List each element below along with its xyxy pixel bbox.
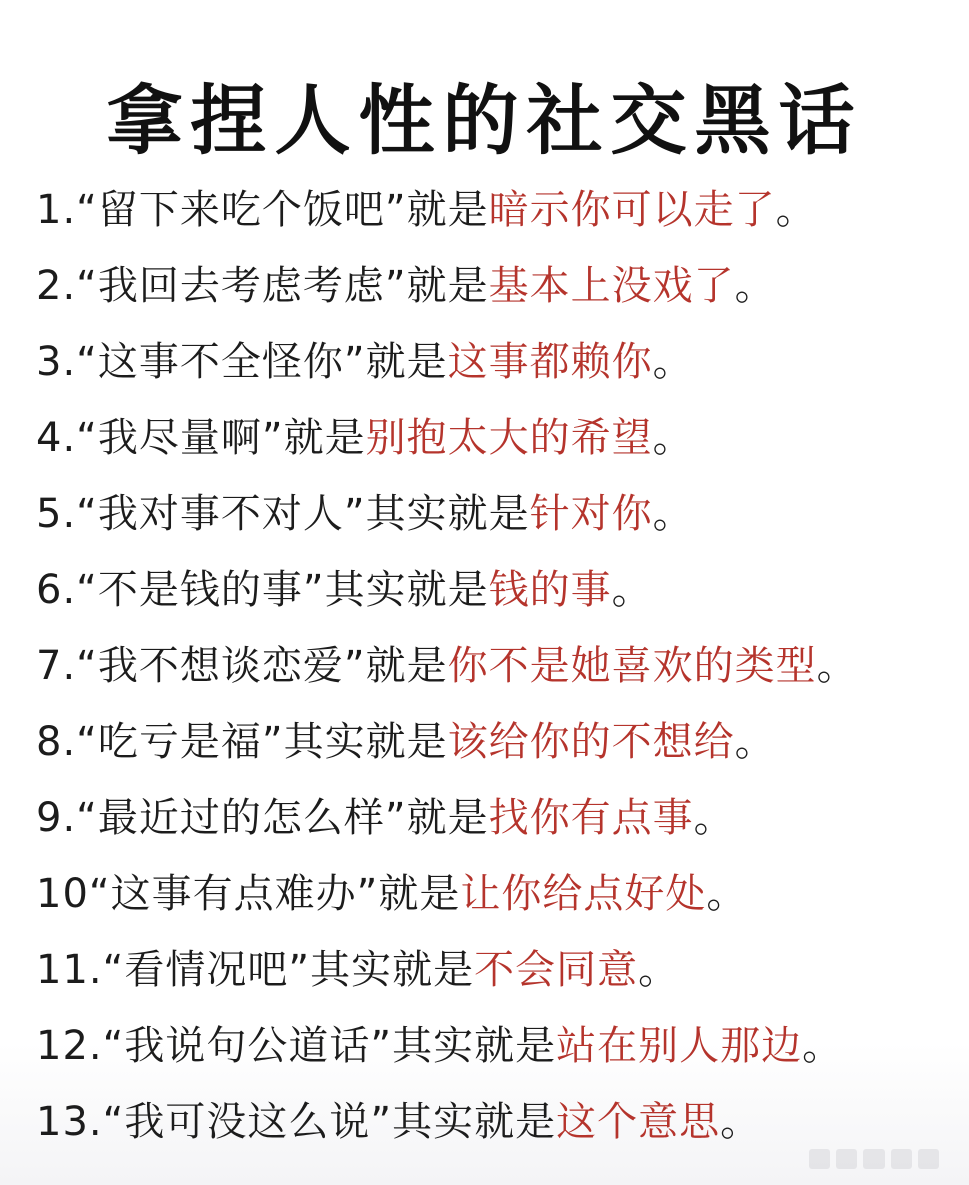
item-meaning: 针对你 xyxy=(529,491,653,537)
item-quote: “我尽量啊” xyxy=(76,415,284,461)
watermark-block xyxy=(891,1149,912,1169)
item-connector: 就是 xyxy=(378,871,461,917)
item-period: 。 xyxy=(734,719,776,765)
item-number: 1. xyxy=(36,187,77,233)
list-item xyxy=(36,324,956,400)
list-item xyxy=(36,400,956,476)
item-quote: “我可没这么说” xyxy=(102,1099,393,1145)
watermark-block xyxy=(809,1149,830,1169)
item-quote: “最近过的怎么样” xyxy=(76,795,407,841)
item-period: 。 xyxy=(611,567,653,613)
item-meaning: 不会同意 xyxy=(474,947,639,993)
page-title: 拿捏人性的社交黑话 xyxy=(106,75,863,165)
phrase-list xyxy=(36,172,956,1160)
item-connector: 就是 xyxy=(406,263,489,309)
item-period: 。 xyxy=(638,947,680,993)
list-item xyxy=(36,780,956,856)
item-connector: 就是 xyxy=(406,187,489,233)
list-item xyxy=(36,704,956,780)
list-item xyxy=(36,552,956,628)
item-period: 。 xyxy=(775,187,817,233)
item-number: 3. xyxy=(36,339,77,385)
item-meaning: 找你有点事 xyxy=(488,795,694,841)
item-period: 。 xyxy=(652,415,694,461)
item-number: 2. xyxy=(36,263,77,309)
item-connector: 其实就是 xyxy=(392,1023,557,1069)
item-meaning: 站在别人那边 xyxy=(556,1023,803,1069)
item-number: 13. xyxy=(36,1099,103,1145)
item-connector: 其实就是 xyxy=(324,567,489,613)
item-number: 6. xyxy=(36,567,77,613)
item-quote: “这事有点难办” xyxy=(88,871,379,917)
item-number: 8. xyxy=(36,719,77,765)
item-quote: “留下来吃个饭吧” xyxy=(76,187,407,233)
item-connector: 其实就是 xyxy=(283,719,448,765)
item-meaning: 暗示你可以走了 xyxy=(488,187,776,233)
item-number: 5. xyxy=(36,491,77,537)
item-connector: 其实就是 xyxy=(365,491,530,537)
item-number: 10 xyxy=(36,871,89,917)
item-connector: 其实就是 xyxy=(310,947,475,993)
item-number: 12. xyxy=(36,1023,103,1069)
item-meaning: 该给你的不想给 xyxy=(447,719,735,765)
item-quote: “我回去考虑考虑” xyxy=(76,263,407,309)
item-meaning: 让你给点好处 xyxy=(460,871,707,917)
item-connector: 就是 xyxy=(283,415,366,461)
list-item xyxy=(36,1008,956,1084)
item-quote: “吃亏是福” xyxy=(76,719,284,765)
item-period: 。 xyxy=(802,1023,844,1069)
item-number: 9. xyxy=(36,795,77,841)
item-meaning: 钱的事 xyxy=(488,567,612,613)
item-quote: “这事不全怪你” xyxy=(76,339,366,385)
item-number: 11. xyxy=(36,947,103,993)
item-period: 。 xyxy=(720,1099,762,1145)
item-number: 4. xyxy=(36,415,77,461)
item-connector: 就是 xyxy=(365,643,448,689)
list-item xyxy=(36,932,956,1008)
item-period: 。 xyxy=(652,491,694,537)
item-quote: “我对事不对人” xyxy=(76,491,366,537)
item-connector: 其实就是 xyxy=(392,1099,557,1145)
list-item xyxy=(36,476,956,552)
item-period: 。 xyxy=(816,643,858,689)
item-meaning: 别抱太大的希望 xyxy=(365,415,653,461)
item-meaning: 这个意思 xyxy=(556,1099,721,1145)
watermark-block xyxy=(836,1149,857,1169)
item-connector: 就是 xyxy=(406,795,489,841)
item-connector: 就是 xyxy=(365,339,448,385)
item-quote: “我说句公道话” xyxy=(102,1023,393,1069)
item-period: 。 xyxy=(706,871,748,917)
watermark-logo xyxy=(809,1149,939,1169)
list-item xyxy=(36,856,956,932)
item-meaning: 这事都赖你 xyxy=(447,339,653,385)
item-meaning: 你不是她喜欢的类型 xyxy=(447,643,817,689)
item-quote: “不是钱的事” xyxy=(76,567,325,613)
item-period: 。 xyxy=(693,795,735,841)
item-meaning: 基本上没戏了 xyxy=(488,263,735,309)
item-quote: “我不想谈恋爱” xyxy=(76,643,366,689)
list-item xyxy=(36,248,956,324)
item-number: 7. xyxy=(36,643,77,689)
list-item xyxy=(36,628,956,704)
item-period: 。 xyxy=(652,339,694,385)
watermark-block xyxy=(863,1149,884,1169)
watermark-block xyxy=(918,1149,939,1169)
item-quote: “看情况吧” xyxy=(102,947,311,993)
list-item xyxy=(36,172,956,248)
item-period: 。 xyxy=(734,263,776,309)
